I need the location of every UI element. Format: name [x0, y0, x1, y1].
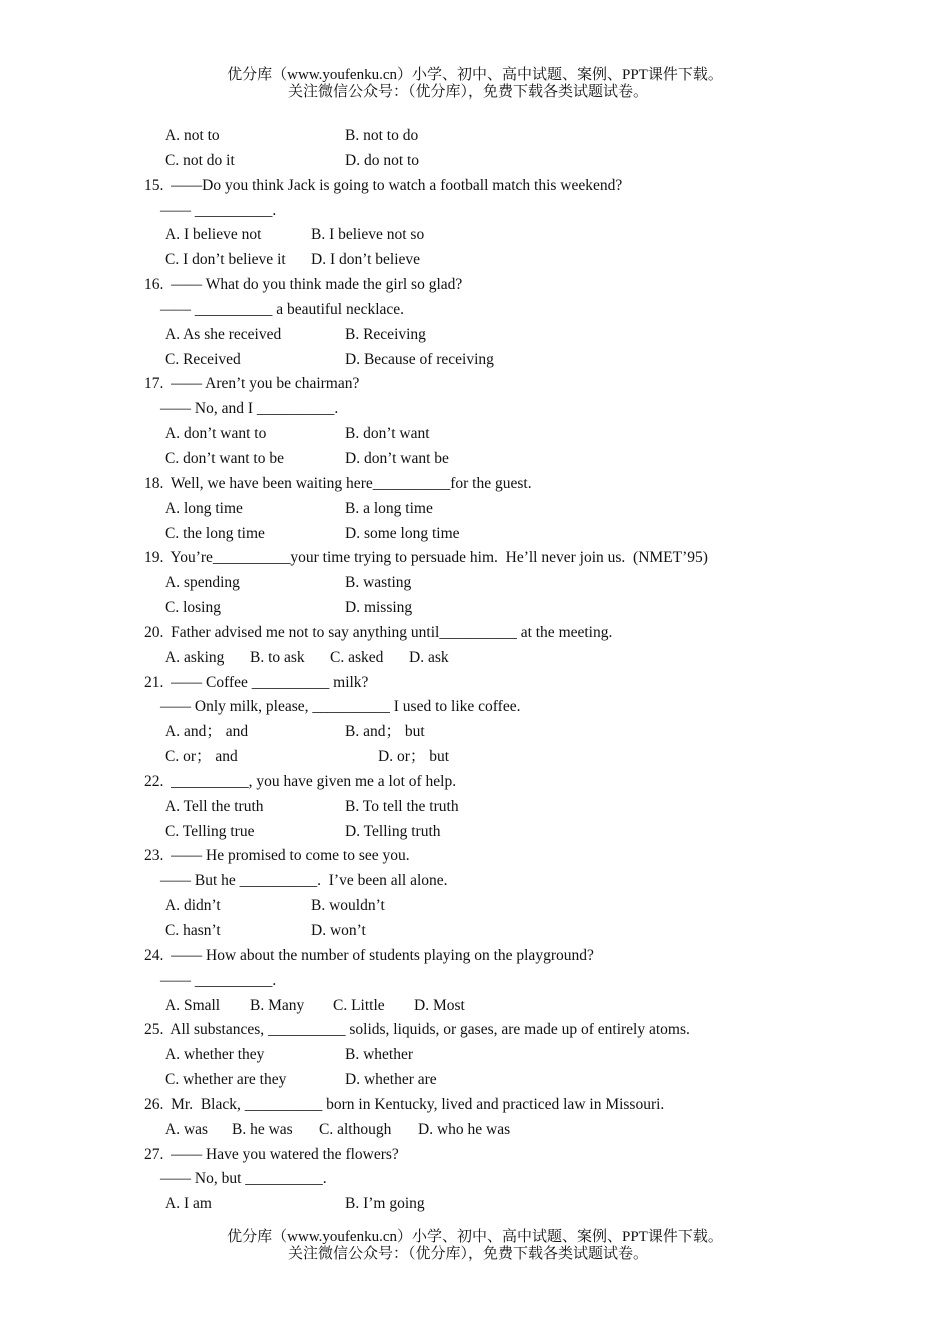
page-footer: [0, 1229, 950, 1263]
question-list: [0, 124, 950, 1217]
q22-option-b: B. To tell the truth: [345, 797, 459, 815]
q15-option-c: C. I don’t believe it: [165, 251, 286, 269]
q27-stem: 27. —— Have you watered the flowers?: [144, 1145, 399, 1163]
q15-stem: 15. ——Do you think Jack is going to watch a football match this weekend?: [144, 176, 623, 194]
q17-stem: 17. —— Aren’t you be chairman?: [144, 375, 360, 393]
q25-option-b: B. whether: [345, 1046, 414, 1064]
q21-option-d: D. or； but: [378, 748, 450, 766]
q15-option-d: D. I don’t believe: [311, 251, 421, 269]
q24-option-a: A. Small: [165, 996, 221, 1014]
q21-stem: 21. —— Coffee __________ milk?: [144, 673, 369, 691]
q25-stem: 25. All substances, __________ solids, liquids, or gases, are made up of entirely atoms.: [144, 1021, 690, 1039]
q25-options-row-1: [0, 1043, 950, 1068]
q21-options-row-2: [0, 745, 950, 770]
q24-option-d: D. Most: [414, 996, 465, 1014]
q20-option-c: C. asked: [330, 648, 384, 666]
q25-options-row-2: [0, 1068, 950, 1093]
q18-option-b: B. a long time: [345, 499, 433, 517]
q26-option-b: B. he was: [232, 1120, 293, 1138]
q19-option-a: A. spending: [165, 574, 240, 592]
q23-option-c: C. hasn’t: [165, 922, 221, 939]
q14-option-c: C. not do it: [165, 151, 235, 169]
q22-options-row-2: [0, 820, 950, 845]
q15-option-a: A. I believe not: [165, 226, 262, 244]
q20-options-row: [0, 646, 950, 671]
q23-option-a: A. didn’t: [165, 897, 221, 915]
q18-option-a: A. long time: [165, 499, 243, 517]
q19-options-row-2: [0, 596, 950, 621]
q14-option-a: A. not to: [165, 127, 220, 144]
q15-options-row-2: [0, 248, 950, 273]
q25-option-a: A. whether they: [165, 1046, 265, 1064]
q18-options-row-1: [0, 497, 950, 522]
q19-option-d: D. missing: [345, 599, 413, 617]
q15-option-b: B. I believe not so: [311, 226, 425, 244]
q24-stem: 24. —— How about the number of students playing on the playground?: [144, 946, 594, 964]
q18-option-d: D. some long time: [345, 524, 460, 542]
q21-option-a: A. and； and: [165, 723, 249, 741]
q17-options-row-2: [0, 447, 950, 472]
page-header: [0, 67, 950, 101]
q17-option-b: B. don’t want: [345, 425, 430, 443]
q26-option-a: A. was: [165, 1120, 209, 1138]
q18-options-row-2: [0, 522, 950, 547]
q21-options-row-1: [0, 720, 950, 745]
header-line-2: 关注微信公众号：（优分库），免费下载各类试题试卷。: [287, 84, 648, 100]
q20-stem: 20. Father advised me not to say anything until__________ at the meeting.: [144, 623, 613, 641]
q25-option-d: D. whether are: [345, 1071, 437, 1089]
q27-answer-line: —— No, but __________.: [160, 1170, 327, 1188]
q27-options-row-1: [0, 1192, 950, 1217]
q21-answer-line: —— Only milk, please, __________ I used to like coffee.: [160, 698, 521, 716]
q23-stem: 23. —— He promised to come to see you.: [144, 847, 410, 865]
footer-line-1: 优分库（www.youfenku.cn）小学、初中、高中试题、案例、PPT课件下载。: [227, 1229, 723, 1245]
header-line-1: 优分库（www.youfenku.cn）小学、初中、高中试题、案例、PPT课件下载。: [227, 67, 723, 83]
q16-option-b: B. Receiving: [345, 325, 426, 343]
q16-stem: 16. —— What do you think made the girl so glad?: [144, 276, 463, 294]
q27-option-b: B. I’m going: [345, 1195, 425, 1213]
q14-options-row-1: [0, 124, 950, 149]
q16-option-a: A. As she received: [165, 325, 282, 343]
q25-option-c: C. whether are they: [165, 1071, 287, 1089]
q20-option-a: A. asking: [165, 648, 225, 666]
q18-option-c: C. the long time: [165, 524, 265, 542]
q16-options-row-2: [0, 348, 950, 373]
q19-option-b: B. wasting: [345, 574, 412, 592]
q20-option-d: D. ask: [409, 648, 449, 666]
q15-options-row-1: [0, 223, 950, 248]
q24-options-row: [0, 994, 950, 1019]
q14-options-row-2: [0, 149, 950, 174]
q17-option-c: C. don’t want to be: [165, 449, 284, 467]
q19-option-c: C. losing: [165, 599, 221, 617]
q14-option-d: D. do not to: [345, 151, 420, 169]
q26-stem: 26. Mr. Black, __________ born in Kentucky, lived and practiced law in Missouri.: [144, 1095, 665, 1113]
q26-option-c: C. although: [319, 1120, 392, 1138]
q23-options-row-1: [0, 894, 950, 919]
q23-option-b: B. wouldn’t: [311, 897, 385, 915]
q22-stem: 22. __________, you have given me a lot of help.: [144, 772, 457, 790]
footer-line-2: 关注微信公众号：（优分库），免费下载各类试题试卷。: [287, 1246, 648, 1262]
q20-option-b: B. to ask: [250, 648, 305, 666]
q21-option-c: C. or； and: [165, 748, 238, 766]
q16-answer-line: —— __________ a beautiful necklace.: [160, 300, 405, 318]
q14-option-b: B. not to do: [345, 127, 419, 144]
q16-options-row-1: [0, 323, 950, 348]
q23-answer-line: —— But he __________. I’ve been all alone.: [160, 872, 448, 890]
q27-option-a: A. I am: [165, 1195, 212, 1213]
q22-options-row-1: [0, 795, 950, 820]
q15-answer-line: —— __________.: [160, 201, 277, 219]
q26-option-d: D. who he was: [418, 1120, 511, 1138]
q26-options-row: [0, 1118, 950, 1143]
q22-option-d: D. Telling truth: [345, 822, 441, 840]
q19-options-row-1: [0, 571, 950, 596]
q23-option-d: D. won’t: [311, 922, 366, 939]
q22-option-c: C. Telling true: [165, 822, 255, 840]
q18-stem: 18. Well, we have been waiting here__________for the guest.: [144, 474, 532, 492]
q17-option-a: A. don’t want to: [165, 425, 267, 443]
q17-answer-line: —— No, and I __________.: [160, 400, 339, 418]
q24-option-b: B. Many: [250, 996, 305, 1014]
q24-answer-line: —— __________.: [160, 971, 277, 989]
q16-option-d: D. Because of receiving: [345, 350, 494, 368]
q17-option-d: D. don’t want be: [345, 449, 449, 467]
q19-stem: 19. You’re__________your time trying to persuade him. He’ll never join us. (NMET’95): [144, 549, 708, 567]
q23-options-row-2: [0, 919, 950, 944]
q24-option-c: C. Little: [333, 996, 385, 1014]
q22-option-a: A. Tell the truth: [165, 797, 264, 815]
q16-option-c: C. Received: [165, 350, 241, 368]
q17-options-row-1: [0, 422, 950, 447]
q21-option-b: B. and； but: [345, 723, 425, 741]
